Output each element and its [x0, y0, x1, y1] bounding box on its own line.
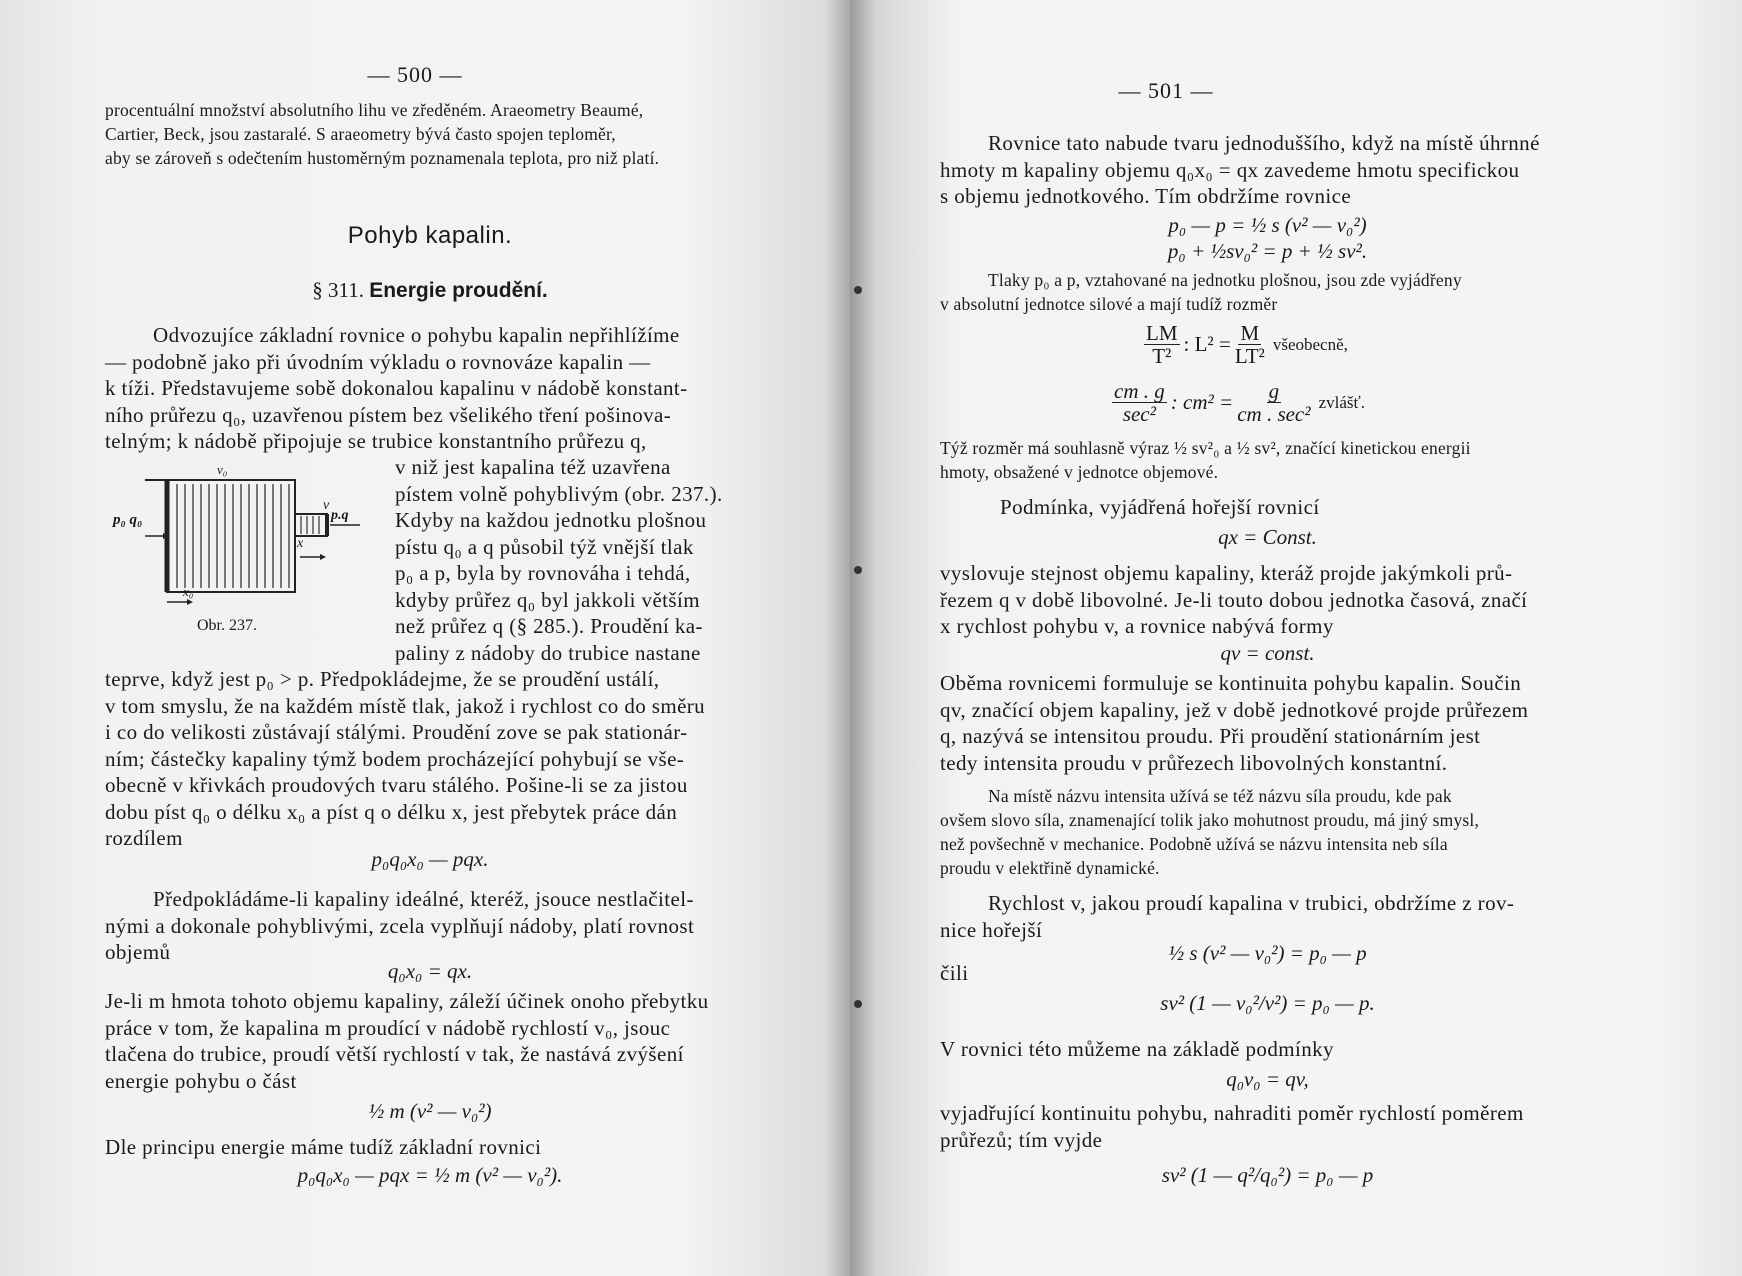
text-line: hmoty m kapaliny objemu q₀x₀ = qx zavedeme hmotu specifickou	[940, 157, 1520, 182]
text-line: řezem q v době libovolné. Je-li touto dobou jednotka časová, značí	[940, 587, 1528, 612]
text-line: práce v tom, že kapalina m proudící v nádobě rychlostí v₀, jsouc	[105, 1015, 671, 1040]
text-line: nými a dokonale pohyblivými, zcela vyplňují nádoby, platí rovnost	[105, 913, 695, 938]
dimension-mid: : cm² =	[1170, 390, 1234, 414]
small-note-1	[940, 268, 1595, 316]
text-line: energie pohybu o část	[105, 1068, 297, 1093]
text-line: Tlaky p₀ a p, vztahované na jednotku plošnou, jsou zde vyjádřeny	[988, 270, 1462, 290]
text-line: i co do velikosti zůstávají stálými. Proudění zove se pak stationár-	[105, 720, 688, 744]
text-line: p₀ a p, byla by rovnováha i tehdá,	[395, 561, 691, 585]
text-line: tlačena do trubice, proudí větší rychlostí v tak, že nastává zvýšení	[105, 1042, 684, 1066]
paragraph-r5	[940, 890, 1595, 943]
equation-r1a: p₀ — p = ½ s (v² — v₀²)	[1168, 213, 1367, 237]
text-line: Rychlost v, jakou proudí kapalina v trubici, obdržíme z rov-	[988, 891, 1515, 915]
text-line: Předpokládáme-li kapaliny ideálné, kteréž, jsouce nestlačitel-	[153, 887, 694, 911]
label-v0: v₀	[217, 462, 228, 477]
equation-r7: q₀v₀ = qv,	[1226, 1067, 1309, 1091]
paragraph-r3	[940, 560, 1595, 640]
vessel-diagram	[105, 462, 375, 642]
text-line: Na místě názvu intensita užívá se též názvu síla proudu, kde pak	[988, 786, 1452, 806]
cili-label: čili	[940, 961, 969, 985]
text-line: q, nazývá se intensitou proudu. Při proudění stationárním jest	[940, 724, 1481, 748]
equation-r6: sv² (1 — v₀²/v²) = p₀ — p.	[1160, 991, 1375, 1015]
text-line: rozdílem	[105, 826, 183, 850]
text-line: než povšechně v mechanice. Podobně užívá se názvu intensita neb síla	[940, 834, 1448, 854]
text-line: x rychlost pohybu v, a rovnice nabývá formy	[940, 614, 1334, 638]
paragraph-4: Dle principu energie máme tudíž základní rovnici	[105, 1135, 542, 1159]
equation-r1b: p₀ + ½sv₀² = p + ½ sv².	[1167, 239, 1368, 263]
text-line: Oběma rovnicemi formuluje se kontinuita pohybu kapalin. Součin	[940, 671, 1522, 695]
text-line: tedy intensita proudu v průřezech libovolných konstantní.	[940, 750, 1448, 775]
equation-r5: ½ s (v² — v₀²) = p₀ — p	[1168, 941, 1367, 965]
text-line: Rovnice tato nabude tvaru jednoduššího, když na místě úhrnné	[988, 131, 1540, 155]
wrapped-text	[395, 454, 755, 666]
equation-1: p₀q₀x₀ — pqx.	[371, 847, 489, 871]
small-note-2	[940, 436, 1595, 484]
text-line: k tíži. Představujeme sobě dokonalou kapalinu v nádobě konstant-	[105, 376, 688, 400]
small-note-3	[940, 784, 1595, 880]
text-line: vyjadřující kontinuitu pohybu, nahraditi poměr rychlostí poměrem	[940, 1101, 1524, 1125]
binding-hole	[854, 286, 862, 294]
label-v: v	[323, 498, 330, 513]
section-heading	[105, 278, 755, 303]
denominator: cm . sec²	[1237, 402, 1311, 426]
equation-r8: sv² (1 — q²/q₀²) = p₀ — p	[1161, 1163, 1374, 1187]
label-pq: p.q	[331, 508, 349, 523]
text-line: ovšem slovo síla, znamenající tolik jako mohutnost proudu, má jiný smysl,	[940, 810, 1480, 830]
text-line: ního průřezu q₀, uzavřenou pístem bez všelikého tření pošinova-	[105, 402, 672, 427]
equation-2: q₀x₀ = qx.	[387, 959, 473, 983]
paragraph-r6: V rovnici této můžeme na základě podmínky	[940, 1037, 1334, 1061]
paragraph-r4	[940, 670, 1595, 776]
label-x: x	[297, 536, 304, 551]
dimension-note: zvlášť.	[1318, 392, 1366, 412]
text-line: — podobně jako při úvodním výkladu o rovnováze kapalin —	[105, 349, 651, 374]
text-line: s objemu jednotkového. Tím obdržíme rovnice	[940, 184, 1352, 208]
paragraph-2	[105, 886, 755, 966]
page-number-left: — 500 —	[367, 62, 463, 87]
denominator: LT²	[1234, 344, 1265, 368]
text-line: telným; k nádobě připojuje se trubice konstantního průřezu q,	[105, 429, 647, 453]
text-line: kdyby průřez q₀ byl jakkoli větším	[395, 587, 700, 612]
text-line: ním; částečky kapaliny týmž bodem procházející pohybují se vše-	[105, 746, 685, 771]
text-line: qv, značící objem kapaliny, jež v době jednotkové projde průřezem	[940, 697, 1529, 722]
text-line: Je-li m hmota tohoto objemu kapaliny, záleží účinek onoho přebytku	[105, 989, 709, 1013]
left-page	[0, 0, 850, 1276]
numerator: LM	[1146, 321, 1178, 345]
text-line: objemů	[105, 940, 171, 964]
intro-line: procentuální množství absolutního lihu ve zředěném. Araeometry Beaumé,	[105, 100, 644, 120]
figure-caption: Obr. 237.	[197, 617, 257, 634]
intro-line: Cartier, Beck, jsou zastaralé. S araeometry bývá často spojen teploměr,	[105, 124, 616, 144]
label-p0q0: p₀ q₀	[113, 512, 143, 528]
paragraph-3	[105, 988, 755, 1094]
text-line: průřezů; tím vyjde	[940, 1127, 1103, 1152]
fraction	[1112, 380, 1167, 425]
intro-paragraph	[105, 98, 755, 170]
numerator: g	[1268, 379, 1280, 403]
fraction	[1144, 322, 1180, 367]
figure-237	[105, 462, 375, 642]
paragraph-r7	[940, 1100, 1595, 1153]
text-line: obecně v křivkách proudových tvaru stálého. Pošine-li se za jistou	[105, 773, 688, 797]
dimension-note: všeobecně,	[1272, 334, 1348, 354]
dimension-specific	[1108, 380, 1365, 425]
equation-r3: qv = const.	[1220, 641, 1315, 665]
section-title: Energie proudění.	[369, 279, 548, 302]
intro-line: aby se zároveň s odečtením hustoměrným poznamenala teplota, pro niž platí.	[105, 148, 660, 168]
text-line: nice hořejší	[940, 917, 1043, 942]
paragraph-1-continued	[105, 666, 755, 852]
denominator: T²	[1152, 344, 1172, 368]
numerator: M	[1240, 321, 1260, 345]
paragraph-r1	[940, 130, 1595, 210]
binding-hole	[854, 566, 862, 574]
text-line: v absolutní jednotce silové a mají tudíž rozměr	[940, 294, 1278, 314]
equation-r2: qx = Const.	[1218, 525, 1317, 549]
text-line: dobu píst q₀ o délku x₀ a píst q o délku x, jest přebytek práce dán	[105, 799, 678, 824]
paragraph-r2: Podmínka, vyjádřená hořejší rovnicí	[1000, 495, 1320, 519]
fraction	[1237, 380, 1310, 425]
text-line: Kdyby na každou jednotku plošnou	[395, 508, 707, 532]
equation-3: ½ m (v² — v₀²)	[368, 1099, 492, 1123]
text-line: pístu q₀ a q působil týž vnější tlak	[395, 534, 694, 559]
text-line: teprve, když jest p₀ > p. Předpokládejme, že se proudění ustálí,	[105, 667, 660, 691]
right-page	[850, 0, 1742, 1276]
paragraph-1	[105, 322, 755, 455]
text-line: Týž rozměr má souhlasně výraz ½ sv²₀ a ½ sv², značící kinetickou energii	[940, 438, 1471, 458]
fraction	[1235, 322, 1265, 367]
binding-hole	[854, 1000, 862, 1008]
text-line: vyslovuje stejnost objemu kapaliny, kteráž projde jakýmkoli prů-	[940, 561, 1513, 585]
text-line: paliny z nádoby do trubice nastane	[395, 640, 701, 665]
label-x0: x₀	[183, 584, 194, 599]
dimension-general	[1140, 322, 1348, 367]
text-line: pístem volně pohyblivým (obr. 237.).	[395, 481, 723, 506]
denominator: sec²	[1122, 402, 1156, 426]
text-line: proudu v elektřině dynamické.	[940, 858, 1160, 878]
equation-4: p₀q₀x₀ — pqx = ½ m (v² — v₀²).	[297, 1163, 563, 1187]
text-line: v tom smyslu, že na každém místě tlak, jakož i rychlost co do směru	[105, 693, 706, 718]
section-number: § 311.	[312, 278, 364, 302]
text-line: než průřez q (§ 285.). Proudění ka-	[395, 614, 703, 638]
text-line: hmoty, obsažené v jednotce objemové.	[940, 462, 1219, 482]
chapter-title: Pohyb kapalin.	[347, 222, 513, 249]
text-line: Odvozujíce základní rovnice o pohybu kapalin nepřihlížíme	[153, 323, 680, 347]
text-line: v niž jest kapalina též uzavřena	[395, 455, 671, 479]
dimension-mid: : L² =	[1183, 332, 1231, 356]
numerator: cm . g	[1114, 379, 1165, 403]
page-number-right: — 501 —	[1118, 78, 1214, 103]
